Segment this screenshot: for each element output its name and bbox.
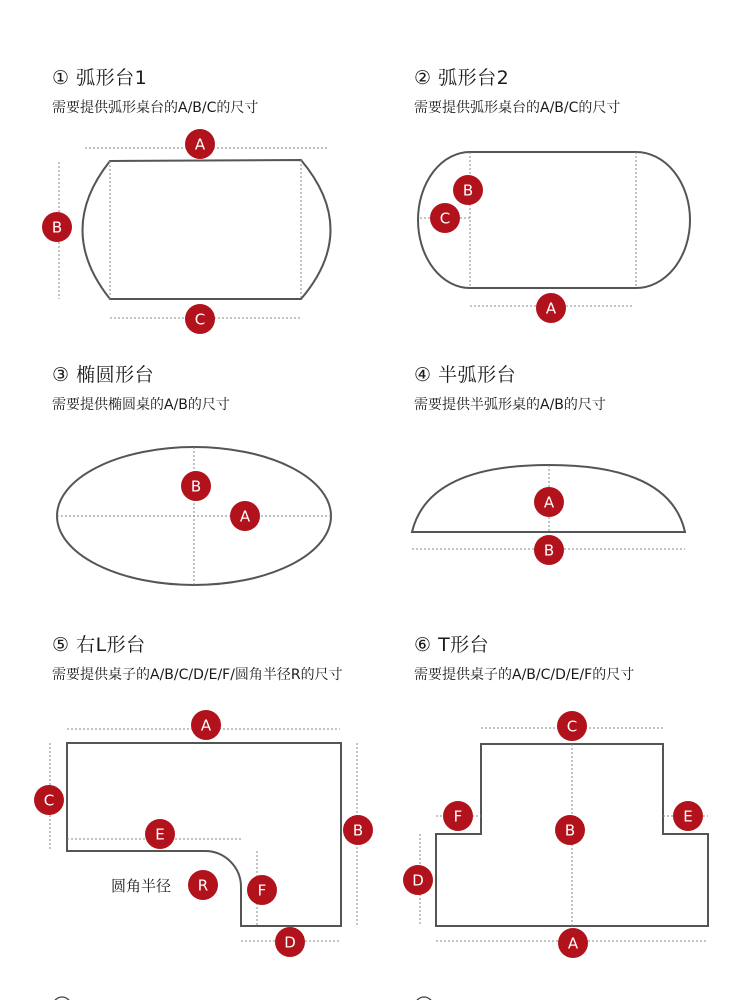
svg-text:B: B xyxy=(51,218,63,237)
section-6-subtitle: 需要提供桌子的A/B/C/D/E/F的尺寸 xyxy=(414,667,635,683)
badge-6-f xyxy=(443,801,473,831)
section-1-subtitle: 需要提供弧形桌台的A/B/C的尺寸 xyxy=(52,100,259,116)
svg-text:A: A xyxy=(543,493,555,512)
section-5-title: ⑤ 右L形台 xyxy=(52,634,146,656)
badge-1-a xyxy=(185,129,215,159)
badge-6-d xyxy=(403,865,433,895)
svg-text:A: A xyxy=(567,934,579,953)
svg-text:R: R xyxy=(197,876,209,895)
svg-text:B: B xyxy=(543,541,555,560)
svg-text:A: A xyxy=(239,507,251,526)
badge-6-e xyxy=(673,801,703,831)
badge-2-a xyxy=(536,293,566,323)
badge-3-a xyxy=(230,501,260,531)
svg-text:C: C xyxy=(43,791,55,810)
badge-6-b xyxy=(555,815,585,845)
section-2-subtitle: 需要提供弧形桌台的A/B/C的尺寸 xyxy=(414,100,621,116)
section-6-title: ⑥ T形台 xyxy=(414,634,490,656)
svg-text:D: D xyxy=(412,871,424,890)
badge-5-r xyxy=(188,870,218,900)
svg-text:F: F xyxy=(453,807,463,826)
badge-1-c xyxy=(185,304,215,334)
badge-5-d xyxy=(275,927,305,957)
badge-4-a xyxy=(534,487,564,517)
section-4-title: ④ 半弧形台 xyxy=(414,364,517,386)
badge-1-b xyxy=(42,212,72,242)
shape-outlines xyxy=(57,152,708,926)
badge-5-f xyxy=(247,875,277,905)
section-2-title: ② 弧形台2 xyxy=(414,67,510,89)
badge-5-e xyxy=(145,819,175,849)
svg-text:B: B xyxy=(462,181,474,200)
section-1-title: ① 弧形台1 xyxy=(52,67,148,89)
svg-text:C: C xyxy=(566,717,578,736)
svg-text:E: E xyxy=(155,825,165,844)
svg-text:D: D xyxy=(284,933,296,952)
badge-2-b xyxy=(453,175,483,205)
dimension-badges xyxy=(34,129,703,958)
badge-2-c xyxy=(430,203,460,233)
svg-text:A: A xyxy=(200,716,212,735)
corner-radius-note: 圆角半径 xyxy=(111,877,172,895)
svg-text:B: B xyxy=(190,477,202,496)
dimension-lines xyxy=(50,148,708,941)
badge-5-c xyxy=(34,785,64,815)
svg-text:F: F xyxy=(257,881,267,900)
badge-6-c xyxy=(557,711,587,741)
svg-text:C: C xyxy=(439,209,451,228)
section-4-subtitle: 需要提供半弧形桌的A/B的尺寸 xyxy=(414,397,606,413)
section-3-subtitle: 需要提供椭圆桌的A/B的尺寸 xyxy=(52,397,230,413)
svg-text:B: B xyxy=(352,821,364,840)
svg-text:B: B xyxy=(564,821,576,840)
section-3-title: ③ 椭圆形台 xyxy=(52,364,155,386)
badge-6-a xyxy=(558,928,588,958)
badge-5-a xyxy=(191,710,221,740)
badge-4-b xyxy=(534,535,564,565)
badge-5-b xyxy=(343,815,373,845)
svg-text:E: E xyxy=(683,807,693,826)
svg-text:A: A xyxy=(545,299,557,318)
section-5-subtitle: 需要提供桌子的A/B/C/D/E/F/圆角半径R的尺寸 xyxy=(52,667,343,683)
arc-table-1-outline xyxy=(83,160,331,299)
svg-text:C: C xyxy=(194,310,206,329)
svg-text:A: A xyxy=(194,135,206,154)
badge-3-b xyxy=(181,471,211,501)
